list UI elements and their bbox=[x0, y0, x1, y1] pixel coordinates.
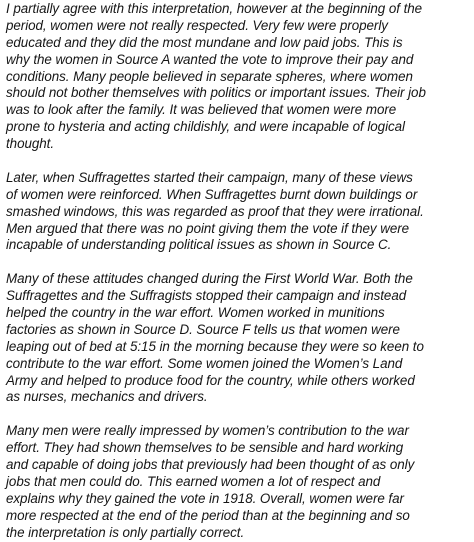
text-line: explains why they gained the vote in 1918. Overall, women were far bbox=[6, 490, 404, 506]
text-line: thought. bbox=[6, 136, 54, 152]
text-line: Army and helped to produce food for the country, while others worked bbox=[6, 372, 415, 388]
text-line: prone to hysteria and acting childishly, and were incapable of logical bbox=[6, 119, 405, 135]
paragraph-1 bbox=[6, 1, 469, 153]
text-line: and capable of doing jobs that previously had been thought of as only bbox=[6, 457, 415, 473]
text-line: more respected at the end of the period than at the beginning and so bbox=[6, 507, 410, 523]
text-line: educated and they did the most mundane and low paid jobs. This is bbox=[6, 34, 403, 50]
paragraph-2 bbox=[6, 170, 469, 254]
text-line: jobs that men could do. This earned women a lot of respect and bbox=[6, 473, 381, 489]
text-line: was to look after the family. It was believed that women were more bbox=[6, 102, 397, 118]
text-line: Suffragettes and the Suffragists stopped their campaign and instead bbox=[6, 288, 407, 304]
text-line: incapable of understanding political issues as shown in Source C. bbox=[6, 237, 392, 253]
paragraph-3 bbox=[6, 271, 469, 406]
text-line: I partially agree with this interpretation, however at the beginning of the bbox=[6, 1, 423, 16]
paragraph-4 bbox=[6, 423, 469, 541]
text-line: helped the country in the war effort. Women worked in munitions bbox=[6, 305, 385, 321]
text-line: contribute to the war effort. Some women joined the Women’s Land bbox=[6, 355, 403, 371]
text-line: Later, when Suffragettes started their campaign, many of these views bbox=[6, 169, 413, 185]
text-line: factories as shown in Source D. Source F tells us that women were bbox=[6, 321, 400, 337]
text-line: as nurses, mechanics and drivers. bbox=[6, 389, 208, 405]
text-line: the interpretation is only partially correct. bbox=[6, 524, 245, 540]
text-line: effort. They had shown themselves to be sensible and hard working bbox=[6, 440, 404, 456]
text-line: Many of these attitudes changed during the First World War. Both the bbox=[6, 271, 413, 287]
text-line: why the women in Source A wanted the vote to improve their pay and bbox=[6, 51, 414, 67]
text-line: Men argued that there was no point giving them the vote if they were bbox=[6, 220, 410, 236]
text-line: period, women were not really respected. Very few were properly bbox=[6, 17, 388, 33]
text-line: smashed windows, this was regarded as proof that they were irrational. bbox=[6, 203, 424, 219]
text-line: Many men were really impressed by women’s contribution to the war bbox=[6, 423, 409, 439]
text-line: conditions. Many people believed in separate spheres, where women bbox=[6, 68, 413, 84]
text-line: leaping out of bed at 5:15 in the morning because they were so keen to bbox=[6, 338, 424, 354]
text-line: of women were reinforced. When Suffragettes burnt down buildings or bbox=[6, 186, 418, 202]
text-line: should not bother themselves with politics or important issues. Their job bbox=[6, 85, 426, 101]
